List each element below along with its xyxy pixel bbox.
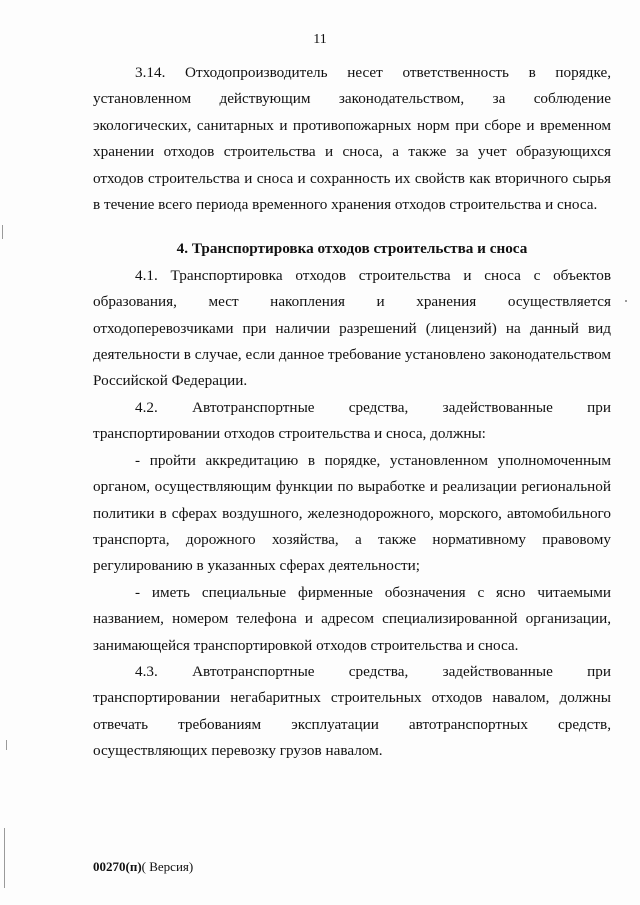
document-body bbox=[93, 60, 611, 765]
paragraph-4-3: 4.3. Автотранспортные средства, задействованные при транспортировании негабаритных строительных отходов навалом, должны отвечать требованиям эксплуатации автотранспортных средств, осуществляющих перевозку грузов навалом. bbox=[93, 662, 611, 760]
list-item-branding: - иметь специальные фирменные обозначения с ясно читаемыми названием, номером телефона и адресом специализированной организации, занимающейся транспортировкой отходов строительства и сноса. bbox=[93, 583, 611, 654]
paragraph-3-14: 3.14. Отходопроизводитель несет ответственность в порядке, установленном действующим законодательством, за соблюдение экологических, санитарных и противопожарных норм при сборе и временном хранении отходов строительства и сноса, а также за учет образующихся отходов строительства и сноса и сохранность их свойств как вторичного сырья в течение всего периода временного хранения отходов строительства и сноса. bbox=[93, 64, 611, 214]
scan-edge-mark bbox=[4, 828, 5, 888]
scan-edge-mark bbox=[2, 225, 3, 239]
document-code: 00270(п) bbox=[93, 859, 142, 874]
paragraph-4-1: 4.1. Транспортировка отходов строительства и сноса с объектов образования, мест накопления и хранения осуществляется отходоперевозчиками при наличии разрешений (лицензий) на данный вид деятельности в случае, если данное требование установлено законодательством Российской Федерации. bbox=[93, 266, 611, 390]
page-number: 11 bbox=[313, 32, 327, 47]
scan-edge-mark bbox=[6, 740, 7, 750]
document-footer bbox=[93, 858, 193, 876]
list-item-accreditation: - пройти аккредитацию в порядке, установленном уполномоченным органом, осуществляющим функции по выработке и реализации региональной политики в сферах воздушного, железнодорожного, морского, автомобильного транспорта, дорожного хозяйства, а также нормативному правовому регулированию в указанных сферах деятельности; bbox=[93, 451, 611, 575]
document-version: ( Версия) bbox=[141, 859, 194, 874]
paragraph-4-2: 4.2. Автотранспортные средства, задействованные при транспортировании отходов строительства и сноса, должны: bbox=[93, 398, 611, 443]
section-heading-4: 4. Транспортировка отходов строительства и сноса bbox=[176, 240, 528, 258]
scan-edge-mark bbox=[625, 300, 627, 302]
